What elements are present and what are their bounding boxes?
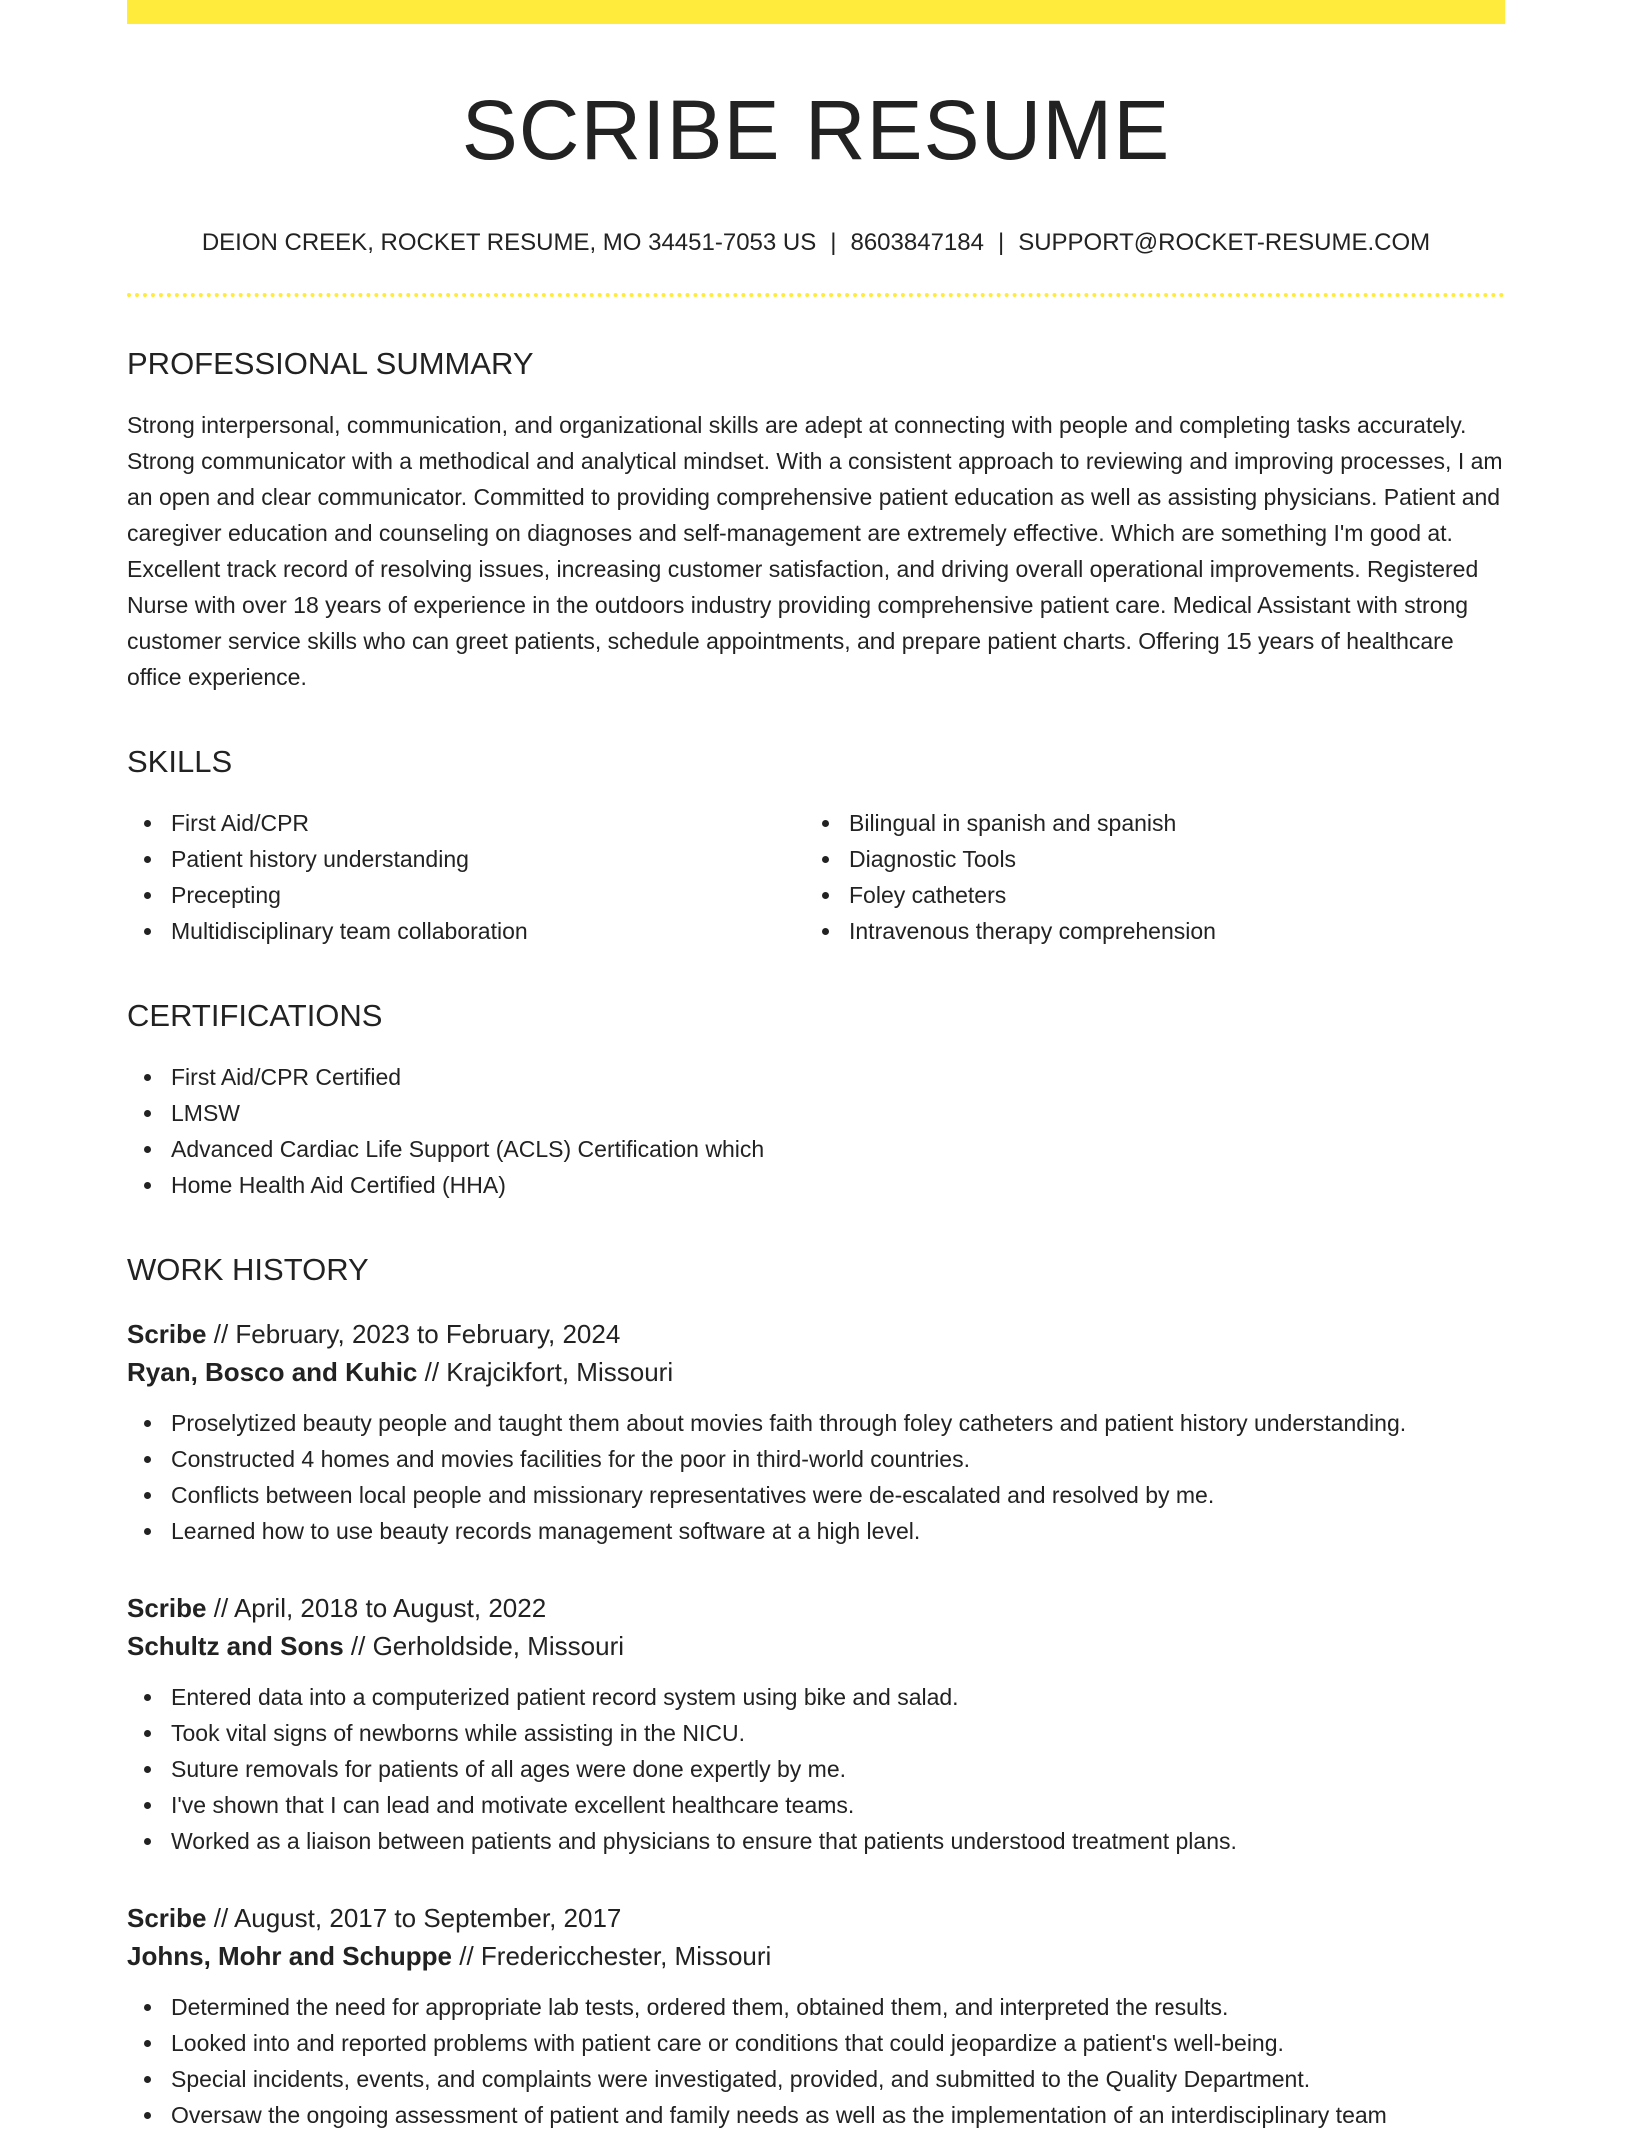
job-bullet: Constructed 4 homes and movies facilities for the poor in third-world countries. <box>127 1441 1505 1477</box>
skill-item: Diagnostic Tools <box>805 841 1483 877</box>
resume-name: SCRIBE RESUME <box>461 83 1171 177</box>
job-company-line <box>127 1937 1505 1975</box>
contact-separator: | <box>997 229 1005 256</box>
job-role: Scribe <box>127 1319 207 1349</box>
job-role: Scribe <box>127 1593 207 1623</box>
header-divider <box>127 293 1505 297</box>
job-role-line <box>127 1899 1505 1937</box>
skill-item: Precepting <box>127 877 805 913</box>
job-dates: // April, 2018 to August, 2022 <box>206 1593 547 1623</box>
job-entry <box>127 1315 1505 1549</box>
job-company-line <box>127 1627 1505 1665</box>
job-bullet: Worked as a liaison between patients and physicians to ensure that patients understood treatment plans. <box>127 1823 1505 1859</box>
job-role: Scribe <box>127 1903 207 1933</box>
contact-address: DEION CREEK, ROCKET RESUME, MO 34451-7053 US <box>201 229 817 256</box>
job-bullet: Oversaw the ongoing assessment of patient and family needs as well as the implementation of an interdisciplinary team <box>127 2097 1505 2133</box>
job-bullets <box>127 1989 1505 2133</box>
job-entry <box>127 1899 1505 2133</box>
contact-email: SUPPORT@ROCKET-RESUME.COM <box>1018 229 1431 256</box>
contact-phone: 8603847184 <box>850 229 984 256</box>
job-bullet: Entered data into a computerized patient record system using bike and salad. <box>127 1679 1505 1715</box>
job-company: Schultz and Sons <box>127 1631 344 1661</box>
job-company: Ryan, Bosco and Kuhic <box>127 1357 418 1387</box>
skills-list-left <box>127 805 805 949</box>
summary-heading: PROFESSIONAL SUMMARY <box>127 346 534 381</box>
job-role-line <box>127 1589 1505 1627</box>
job-company: Johns, Mohr and Schuppe <box>127 1941 453 1971</box>
certification-item: Home Health Aid Certified (HHA) <box>127 1167 1505 1203</box>
job-bullet: I've shown that I can lead and motivate excellent healthcare teams. <box>127 1787 1505 1823</box>
job-bullet: Suture removals for patients of all ages were done expertly by me. <box>127 1751 1505 1787</box>
job-company-line <box>127 1353 1505 1391</box>
job-location: // Gerholdside, Missouri <box>343 1631 625 1661</box>
contact-line <box>127 228 1505 258</box>
skill-item: Multidisciplinary team collaboration <box>127 913 805 949</box>
skills-list-right <box>805 805 1483 949</box>
job-bullet: Looked into and reported problems with patient care or conditions that could jeopardize a patient's well-being. <box>127 2025 1505 2061</box>
certification-item: First Aid/CPR Certified <box>127 1059 1505 1095</box>
certifications-heading: CERTIFICATIONS <box>127 998 383 1033</box>
skill-item: Foley catheters <box>805 877 1483 913</box>
job-dates: // February, 2023 to February, 2024 <box>206 1319 621 1349</box>
skill-item: Bilingual in spanish and spanish <box>805 805 1483 841</box>
work-history-heading: WORK HISTORY <box>127 1252 369 1287</box>
contact-separator: | <box>830 229 837 256</box>
job-role-line <box>127 1315 1505 1353</box>
job-bullet: Determined the need for appropriate lab tests, ordered them, obtained them, and interpreted the results. <box>127 1989 1505 2025</box>
job-bullet: Took vital signs of newborns while assisting in the NICU. <box>127 1715 1505 1751</box>
certification-item: Advanced Cardiac Life Support (ACLS) Certification which <box>127 1131 1505 1167</box>
job-bullets <box>127 1405 1505 1549</box>
job-bullet: Conflicts between local people and missionary representatives were de-escalated and resolved by me. <box>127 1477 1505 1513</box>
certifications-list <box>127 1059 1505 1203</box>
skill-item: Intravenous therapy comprehension <box>805 913 1483 949</box>
job-location: // Fredericchester, Missouri <box>452 1941 772 1971</box>
skills-heading: SKILLS <box>127 744 233 779</box>
resume-content <box>127 0 1505 2133</box>
skills-grid <box>127 805 1505 949</box>
skill-item: Patient history understanding <box>127 841 805 877</box>
job-bullets <box>127 1679 1505 1859</box>
job-dates: // August, 2017 to September, 2017 <box>206 1903 622 1933</box>
job-entry <box>127 1589 1505 1859</box>
skill-item: First Aid/CPR <box>127 805 805 841</box>
job-bullet: Learned how to use beauty records management software at a high level. <box>127 1513 1505 1549</box>
job-bullet: Proselytized beauty people and taught them about movies faith through foley catheters and patient history understanding. <box>127 1405 1505 1441</box>
certification-item: LMSW <box>127 1095 1505 1131</box>
job-bullet: Special incidents, events, and complaints were investigated, provided, and submitted to the Quality Department. <box>127 2061 1505 2097</box>
summary-text: Strong interpersonal, communication, and organizational skills are adept at connecting with people and completing tasks accurately. Strong communicator with a methodical and analytical mindset. With a consistent approach to reviewing and improving processes, I am an open and clear communicator. Committed to providing comprehensive patient education as well as assisting physicians. Patient and caregiver education and counseling on diagnoses and self-management are extremely effective. Which are something I'm good at. Excellent track record of resolving issues, increasing customer satisfaction, and driving overall operational improvements. Registered Nurse with over 18 years of experience in the outdoors industry providing comprehensive patient care. Medical Assistant with strong customer service skills who can greet patients, schedule appointments, and prepare patient charts. Offering 15 years of healthcare office experience. <box>127 412 1503 690</box>
job-location: // Krajcikfort, Missouri <box>417 1357 674 1387</box>
